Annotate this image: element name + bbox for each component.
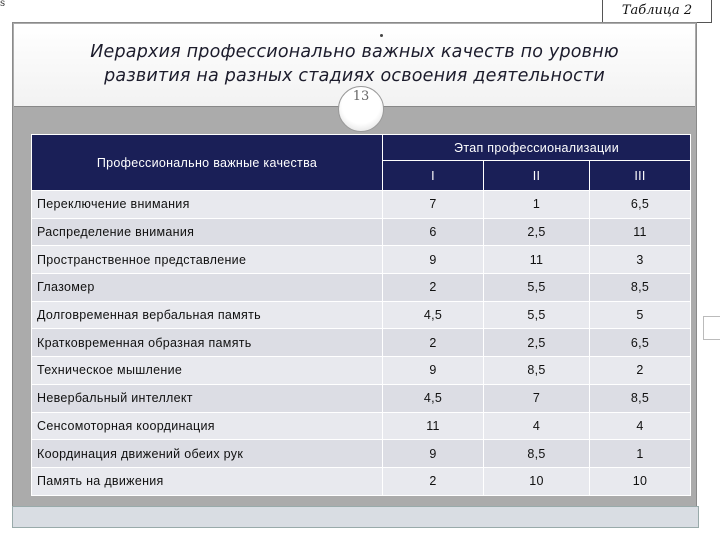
quality-cell: Распределение внимания — [32, 218, 383, 246]
quality-cell: Сенсомоторная координация — [32, 412, 383, 440]
table-row — [32, 274, 691, 302]
table-row — [32, 384, 691, 412]
value-cell: 4,5 — [383, 384, 484, 412]
quality-cell: Долговременная вербальная память — [32, 301, 383, 329]
value-cell: 6 — [383, 218, 484, 246]
table-row — [32, 329, 691, 357]
value-cell: 4,5 — [383, 301, 484, 329]
quality-cell: Переключение внимания — [32, 191, 383, 219]
quality-cell: Техническое мышление — [32, 357, 383, 385]
table-row — [32, 218, 691, 246]
value-cell: 2,5 — [484, 329, 590, 357]
table-row — [32, 246, 691, 274]
corner-mark: s — [0, 0, 6, 9]
table-row — [32, 357, 691, 385]
table-row — [32, 412, 691, 440]
value-cell: 9 — [383, 440, 484, 468]
value-cell: 8,5 — [590, 274, 691, 302]
value-cell: 11 — [484, 246, 590, 274]
value-cell: 2 — [383, 274, 484, 302]
value-cell: 6,5 — [590, 191, 691, 219]
value-cell: 5,5 — [484, 301, 590, 329]
value-cell: 10 — [590, 467, 691, 495]
quality-cell: Координация движений обеих рук — [32, 440, 383, 468]
quality-cell: Память на движения — [32, 467, 383, 495]
value-cell: 8,5 — [590, 384, 691, 412]
quality-cell: Глазомер — [32, 274, 383, 302]
table-row — [32, 191, 691, 219]
title-line-2: развития на разных стадиях освоения деятельности — [104, 66, 605, 86]
table-row — [32, 467, 691, 495]
value-cell: 7 — [383, 191, 484, 219]
quality-cell: Кратковременная образная память — [32, 329, 383, 357]
value-cell: 6,5 — [590, 329, 691, 357]
value-cell: 4 — [484, 412, 590, 440]
page-number: 13 — [352, 89, 370, 104]
value-cell: 8,5 — [484, 357, 590, 385]
value-cell: 9 — [383, 246, 484, 274]
table-label: Таблица 2 — [602, 0, 712, 23]
value-cell: 8,5 — [484, 440, 590, 468]
table-row — [32, 440, 691, 468]
quality-cell: Пространственное представление — [32, 246, 383, 274]
qualities-table — [31, 134, 691, 496]
header-qualities: Профессионально важные качества — [32, 135, 383, 191]
side-tick — [703, 316, 720, 340]
value-cell: 3 — [590, 246, 691, 274]
stage-header: III — [590, 161, 691, 191]
value-cell: 4 — [590, 412, 691, 440]
table-row — [32, 301, 691, 329]
value-cell: 2 — [590, 357, 691, 385]
value-cell: 10 — [484, 467, 590, 495]
stage-header: I — [383, 161, 484, 191]
header-stage: Этап профессионализации — [383, 135, 691, 161]
value-cell: 11 — [383, 412, 484, 440]
quality-cell: Невербальный интеллект — [32, 384, 383, 412]
title-line-1: Иерархия профессионально важных качеств по уровню — [90, 42, 619, 62]
value-cell: 5,5 — [484, 274, 590, 302]
value-cell: 2 — [383, 329, 484, 357]
value-cell: 2,5 — [484, 218, 590, 246]
value-cell: 7 — [484, 384, 590, 412]
stage-header: II — [484, 161, 590, 191]
title-dot — [380, 34, 383, 37]
value-cell: 5 — [590, 301, 691, 329]
slide-bottom-bar — [12, 506, 699, 528]
value-cell: 1 — [590, 440, 691, 468]
value-cell: 1 — [484, 191, 590, 219]
value-cell: 11 — [590, 218, 691, 246]
value-cell: 2 — [383, 467, 484, 495]
value-cell: 9 — [383, 357, 484, 385]
